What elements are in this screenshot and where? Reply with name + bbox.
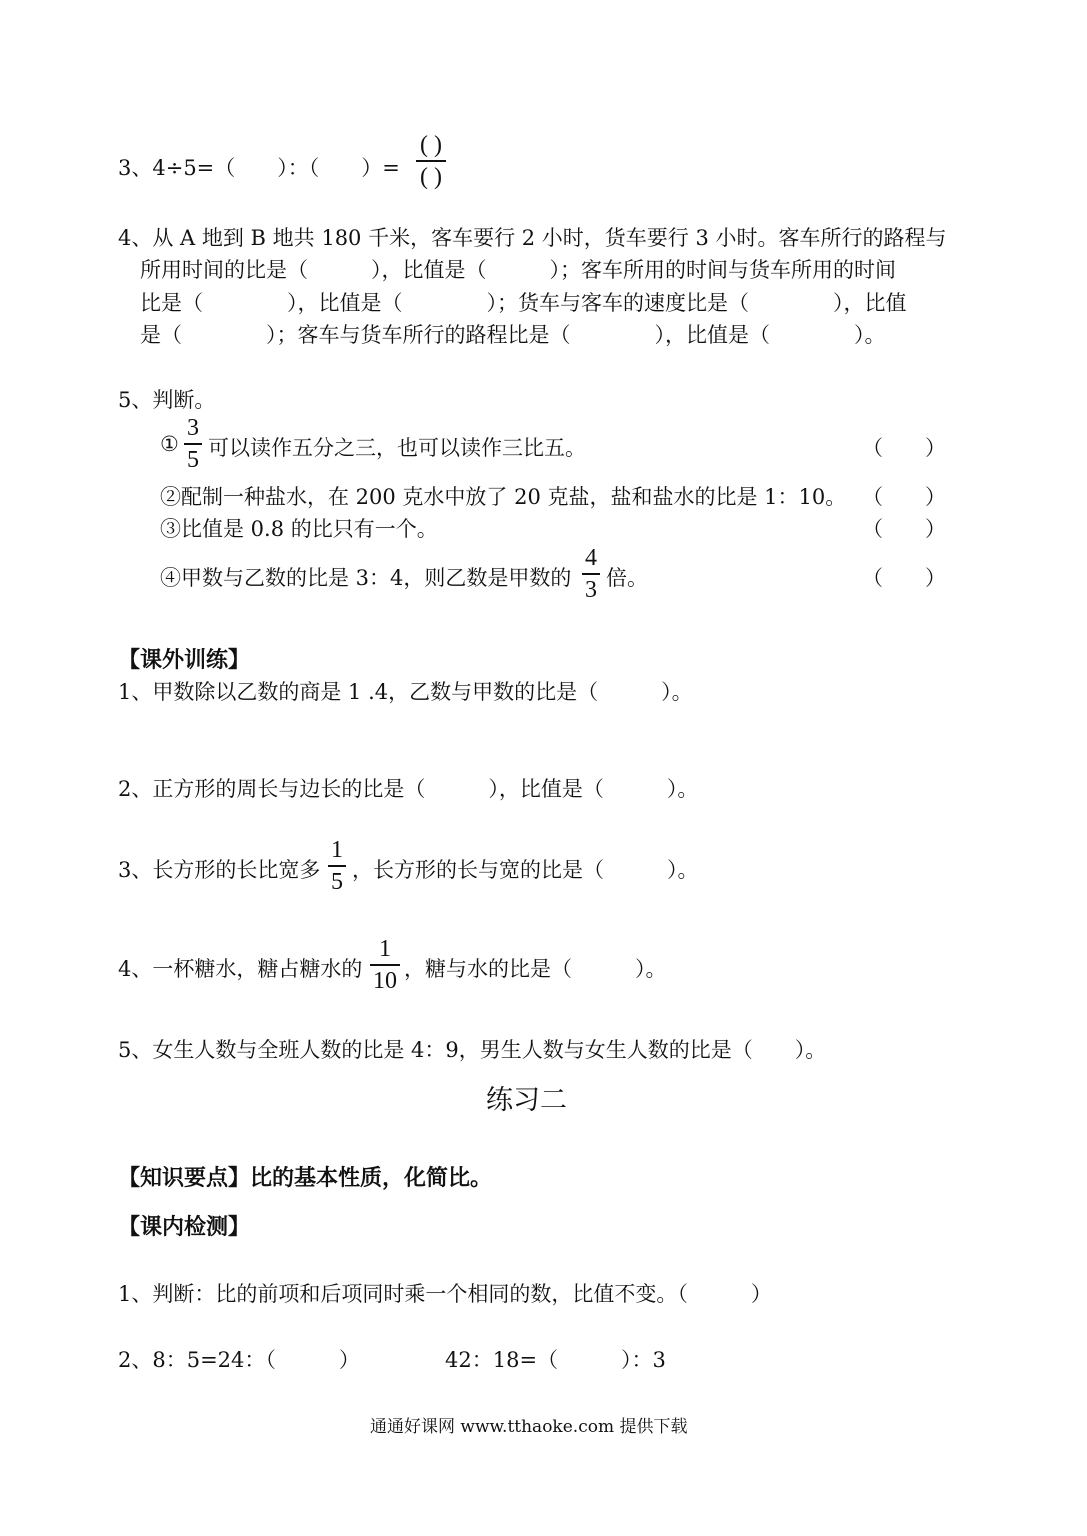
q5-item2-text: ②配制一种盐水，在 200 克水中放了 20 克盐，盐和盐水的比是 1：10。 — [160, 485, 847, 509]
fraction-bar — [328, 865, 346, 867]
fraction-bar — [582, 573, 600, 575]
q4-line-3: 比是（ ），比值是（ ）；货车与客车的速度比是（ ），比值 — [140, 291, 907, 315]
inclass-q2a: 2、8：5=24：（ ） — [118, 1348, 360, 1372]
fraction-denominator: 5 — [187, 447, 199, 473]
extra-q4-after: ，糖与水的比是（ ）。 — [404, 957, 667, 981]
q5-item3-answer: （ ） — [862, 517, 946, 541]
q5-item4-text: ④甲数与乙数的比是 3：4，则乙数是甲数的 — [160, 566, 572, 590]
q5-label: 5、判断。 — [118, 388, 216, 412]
fraction-numerator: 4 — [585, 545, 597, 571]
footer-text: 通通好课网 www.tthaoke.com 提供下载 — [370, 1417, 688, 1437]
extra-q5: 5、女生人数与全班人数的比是 4：9，男生人数与女生人数的比是（ ）。 — [118, 1038, 827, 1062]
extra-q3-fraction — [328, 838, 346, 894]
q3-fraction — [416, 133, 446, 189]
fraction-numerator: 3 — [187, 415, 199, 441]
inclass-q2b: 42：18=（ ）：3 — [445, 1348, 666, 1372]
extra-q4-fraction — [370, 937, 400, 993]
fraction-denominator: 5 — [331, 869, 343, 895]
fraction-denominator: 3 — [585, 577, 597, 603]
fraction-denominator: ( ) — [420, 164, 442, 190]
extra-q2: 2、正方形的周长与边长的比是（ ），比值是（ ）。 — [118, 777, 699, 801]
extra-q1: 1、甲数除以乙数的商是 1 .4，乙数与甲数的比是（ ）。 — [118, 680, 693, 704]
fraction-bar — [370, 964, 400, 966]
q4-line-1: 4、从 A 地到 B 地共 180 千米，客车要行 2 小时，货车要行 3 小时。客车所行的路程与 — [118, 226, 947, 250]
fraction-numerator: 1 — [379, 936, 391, 962]
section-title: 练习二 — [486, 1085, 567, 1116]
fraction-denominator: 10 — [373, 968, 397, 994]
extra-q3-before: 3、长方形的长比宽多 — [118, 858, 321, 882]
q5-item2-answer: （ ） — [862, 485, 946, 509]
knowledge-points: 【知识要点】比的基本性质，化简比。 — [118, 1166, 493, 1191]
q5-item4-answer: （ ） — [862, 566, 946, 590]
q5-item4-fraction — [582, 546, 600, 602]
inclass-heading: 【课内检测】 — [118, 1215, 251, 1240]
q5-item4-suffix: 倍。 — [606, 566, 648, 590]
q5-item1-fraction — [184, 416, 202, 472]
q5-item3-text: ③比值是 0.8 的比只有一个。 — [160, 517, 438, 541]
inclass-q1: 1、判断：比的前项和后项同时乘一个相同的数，比值不变。（ ） — [118, 1282, 772, 1306]
extra-q3-after: ，长方形的长与宽的比是（ ）。 — [352, 858, 699, 882]
extra-heading: 【课外训练】 — [118, 648, 251, 673]
q5-item1-prefix: ① — [160, 432, 179, 456]
q3-text: 3、4÷5=（ ）：（ ）= — [118, 156, 400, 180]
fraction-numerator: ( ) — [420, 132, 442, 158]
q4-line-4: 是（ ）；客车与货车所行的路程比是（ ），比值是（ ）。 — [140, 323, 886, 347]
fraction-bar — [416, 160, 446, 162]
fraction-numerator: 1 — [331, 837, 343, 863]
fraction-bar — [184, 443, 202, 445]
extra-q4-before: 4、一杯糖水，糖占糖水的 — [118, 957, 363, 981]
q5-item1-answer: （ ） — [862, 436, 946, 460]
q4-line-2: 所用时间的比是（ ），比值是（ ）；客车所用的时间与货车所用的时间 — [140, 258, 896, 282]
q5-item1-text: 可以读作五分之三，也可以读作三比五。 — [208, 436, 586, 460]
